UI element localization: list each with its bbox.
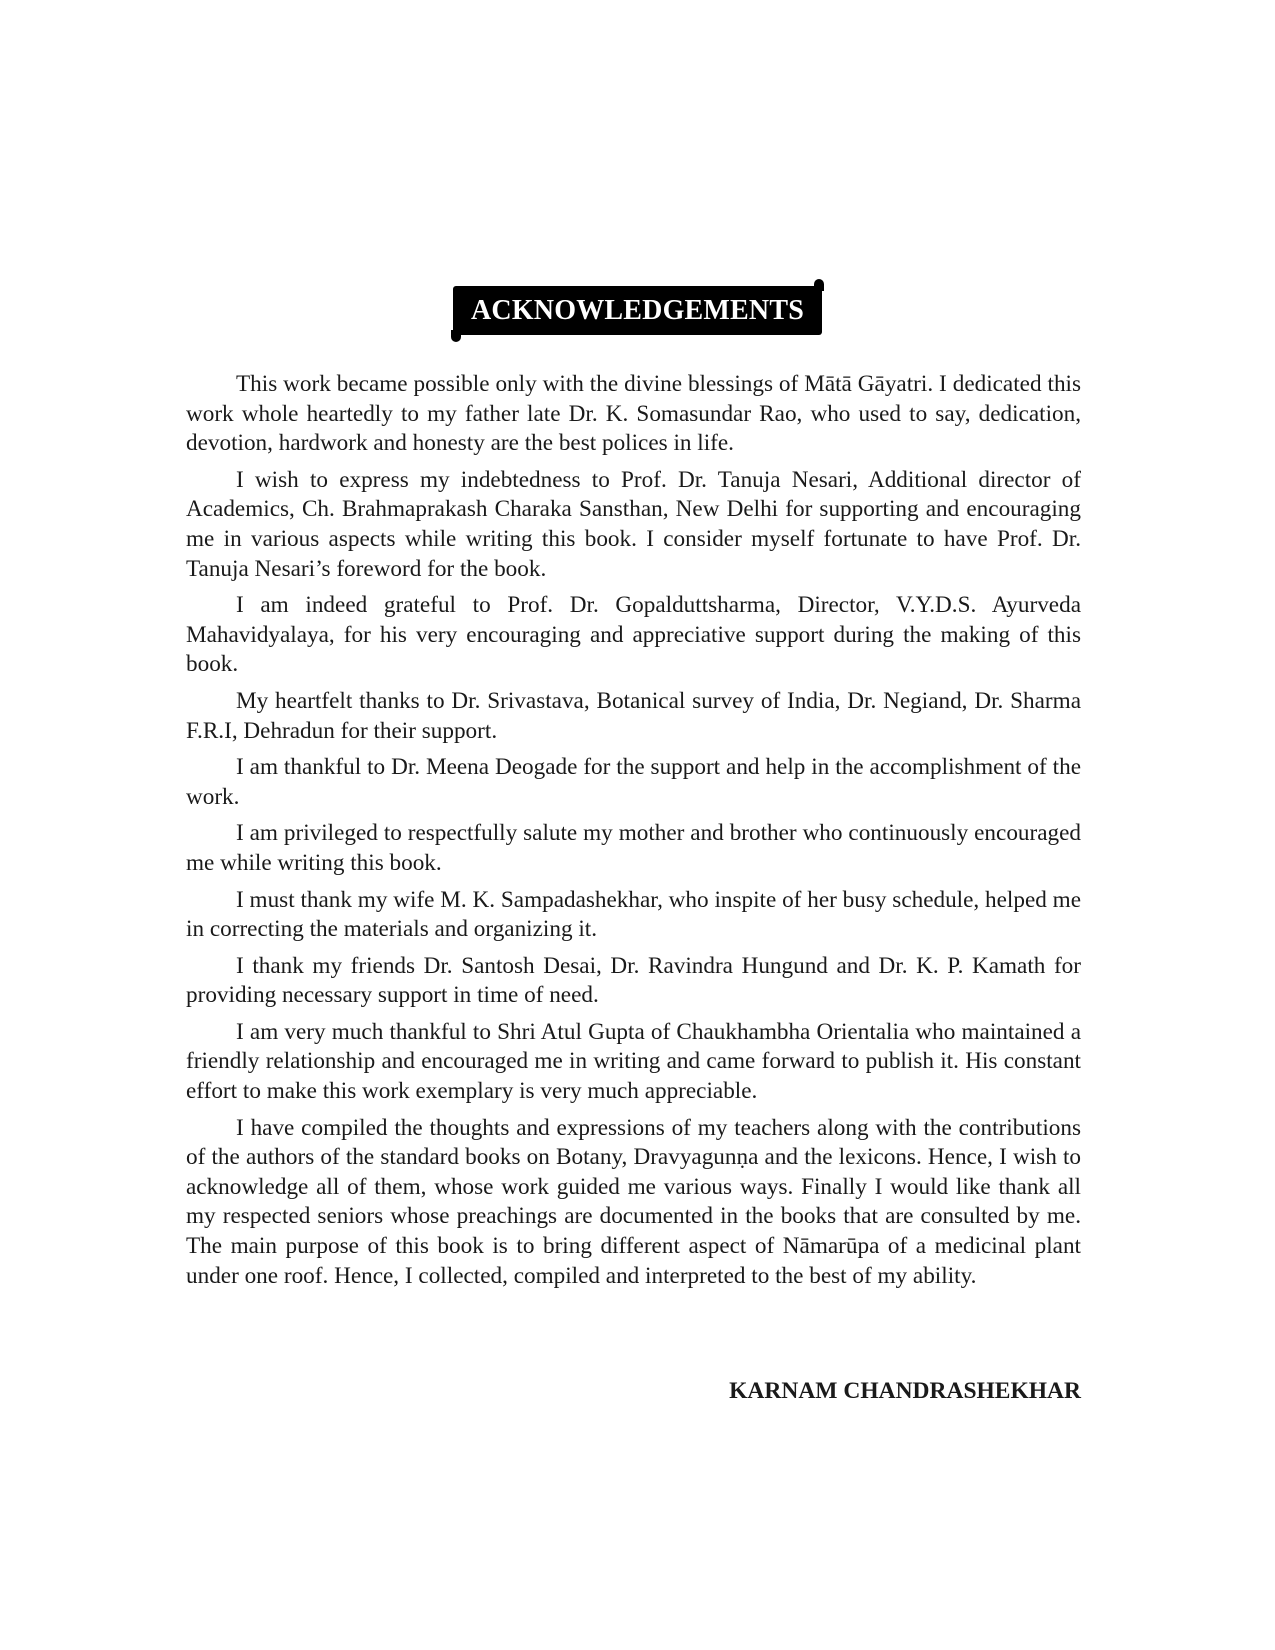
heading-banner [453,286,822,335]
banner-curl-bottom-left [451,330,461,342]
paragraph-3: I am indeed grateful to Prof. Dr. Gopalduttsharma, Director, V.Y.D.S. Ayurveda Mahavidyalaya, for his very encouraging and appreciative support during the making of this book. [186,592,1081,678]
paragraph-2: I wish to express my indebtedness to Prof. Dr. Tanuja Nesari, Additional director of Academics, Ch. Brahmaprakash Charaka Sansthan, New Delhi for supporting and encouraging me in various aspects while writing this book. I consider myself fortunate to have Prof. Dr. Tanuja Nesari’s foreword for the book. [186,466,1081,582]
paragraph-7: I must thank my wife M. K. Sampadashekhar, who inspite of her busy schedule, helped me in correcting the materials and organizing it. [186,886,1081,943]
author-signature: KARNAM CHANDRASHEKHAR [729,1378,1081,1404]
paragraph-8: I thank my friends Dr. Santosh Desai, Dr. Ravindra Hungund and Dr. K. P. Kamath for providing necessary support in time of need. [186,952,1081,1009]
paragraph-5: I am thankful to Dr. Meena Deogade for the support and help in the accomplishment of the work. [186,754,1081,810]
body-text [186,370,1081,1298]
paragraph-9: I am very much thankful to Shri Atul Gupta of Chaukhambha Orientalia who maintained a friendly relationship and encouraged me in writing and came forward to publish it. His constant effort to make this work exemplary is very much appreciable. [186,1018,1081,1105]
paragraph-4: My heartfelt thanks to Dr. Srivastava, Botanical survey of India, Dr. Negiand, Dr. Sharma F.R.I, Dehradun for their support. [186,687,1081,744]
paragraph-6: I am privileged to respectfully salute my mother and brother who continuously encouraged me while writing this book. [186,820,1081,876]
paragraph-10: I have compiled the thoughts and expressions of my teachers along with the contributions of the authors of the standard books on Botany, Dravyagunṇa and the lexicons. Hence, I wish to acknowledge all of them, whose work guided me various ways. Finally I would like thank all my respected seniors whose preachings are documented in the books that are consulted by me. The main purpose of this book is to bring different aspect of Nāmarūpa of a medicinal plant under one roof. Hence, I collected, compiled and interpreted to the best of my ability. [186,1114,1081,1289]
heading-container [0,286,1275,335]
page-title: ACKNOWLEDGEMENTS [470,295,805,326]
banner-curl-top-right [814,279,824,291]
paragraph-1: This work became possible only with the divine blessings of Mātā Gāyatri. I dedicated this work whole heartedly to my father late Dr. K. Somasundar Rao, who used to say, dedication, devotion, hardwork and honesty are the best polices in life. [186,371,1081,457]
